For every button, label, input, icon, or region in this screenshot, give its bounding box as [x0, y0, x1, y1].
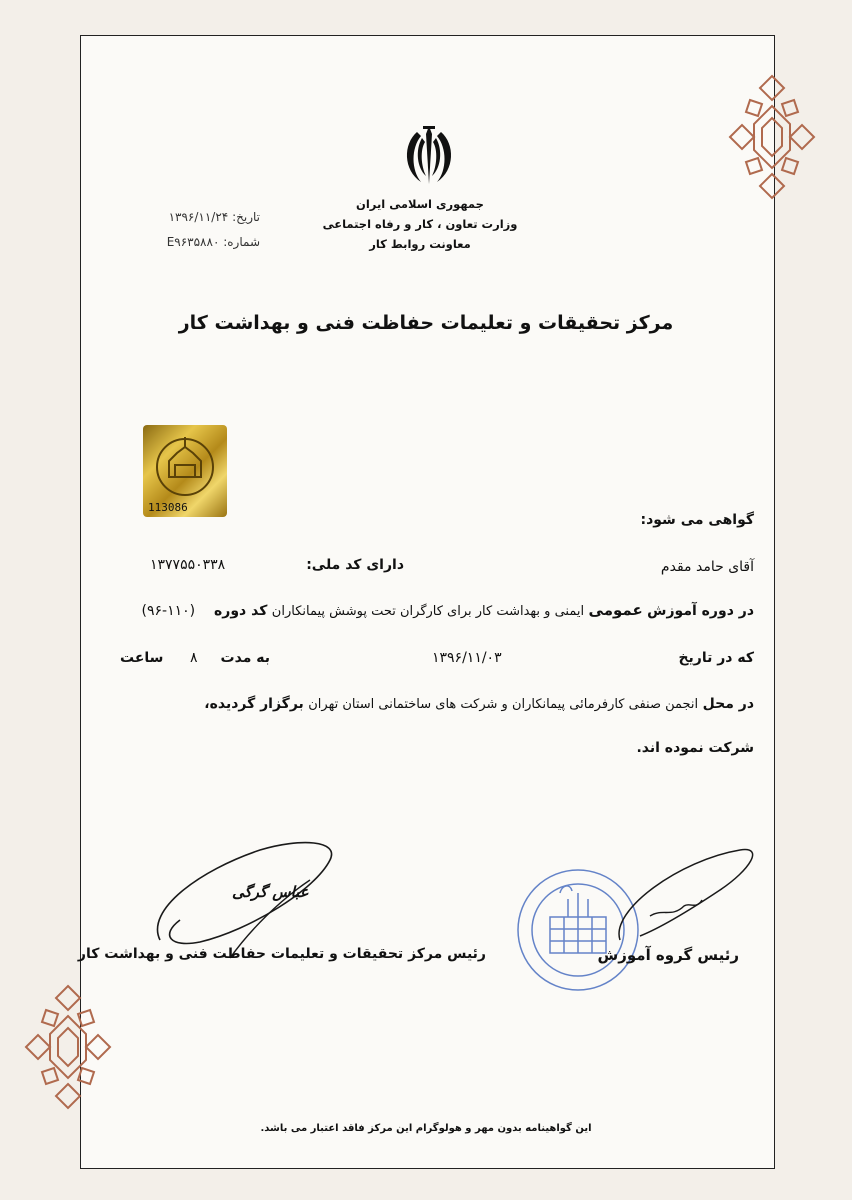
hologram-emblem-icon	[143, 425, 227, 505]
validity-footer: این گواهینامه بدون مهر و هولوگرام این مرکز فاقد اعتبار می باشد.	[260, 1123, 592, 1134]
country-name: جمهوری اسلامی ایران	[356, 197, 484, 211]
certify-label: گواهی می شود:	[640, 512, 754, 528]
national-id-value: ۱۳۷۷۵۵۰۳۳۸	[150, 557, 226, 573]
national-id-label: دارای کد ملی:	[306, 557, 404, 573]
ornament-top-right	[722, 72, 822, 202]
number-label: شماره:	[223, 235, 260, 249]
duration-value: ۸	[190, 650, 198, 666]
date-label: تاریخ:	[232, 210, 260, 224]
location-line	[114, 696, 754, 712]
left-signer-title: رئیس مرکز تحقیقات و تعلیمات حفاظت فنی و بهداشت کار	[77, 946, 486, 962]
deputy-name: معاونت روابط کار	[369, 237, 471, 251]
participated-text: شرکت نموده اند.	[636, 740, 754, 756]
course-prefix: در دوره آموزش	[647, 603, 754, 619]
location-name: انجمن صنفی کارفرمائی پیمانکاران و شرکت های ساختمانی استان تهران	[308, 697, 699, 712]
date-value: ۱۳۹۶/۱۱/۲۴	[168, 210, 229, 224]
date-prefix: که در تاریخ	[678, 650, 754, 666]
held-text: برگزار گردیده،	[204, 696, 304, 712]
issuer-header	[320, 194, 520, 254]
left-signer-name: عباس گرگی	[232, 883, 309, 901]
number-value: E۹۶۳۵۸۸۰	[166, 235, 220, 249]
iran-emblem-icon	[395, 122, 463, 192]
hologram-number: 113086	[148, 501, 188, 514]
right-signature-drawing	[600, 840, 770, 960]
date-row	[150, 210, 260, 224]
ornament-bottom-left	[18, 982, 118, 1112]
course-name: ایمنی و بهداشت کار برای کارگران تحت پوشش پیمانکاران	[271, 604, 585, 619]
center-title: مرکز تحقیقات و تعلیمات حفاظت فنی و بهداشت کار	[178, 312, 674, 334]
person-name: آقای حامد مقدم	[660, 559, 754, 575]
course-line	[114, 601, 754, 619]
number-row	[150, 235, 260, 249]
course-date: ۱۳۹۶/۱۱/۰۳	[432, 650, 502, 666]
duration-label: به مدت	[220, 650, 270, 666]
course-type: عمومی	[588, 601, 643, 619]
right-signer-title: رئیس گروه آموزش	[597, 946, 739, 964]
ministry-name: وزارت تعاون ، کار و رفاه اجتماعی	[322, 217, 518, 231]
location-prefix: در محل	[702, 696, 754, 712]
duration-unit: ساعت	[120, 650, 164, 666]
course-code: (۱۱۰-۹۶)	[141, 603, 196, 619]
course-code-label: کد دوره	[214, 603, 268, 619]
